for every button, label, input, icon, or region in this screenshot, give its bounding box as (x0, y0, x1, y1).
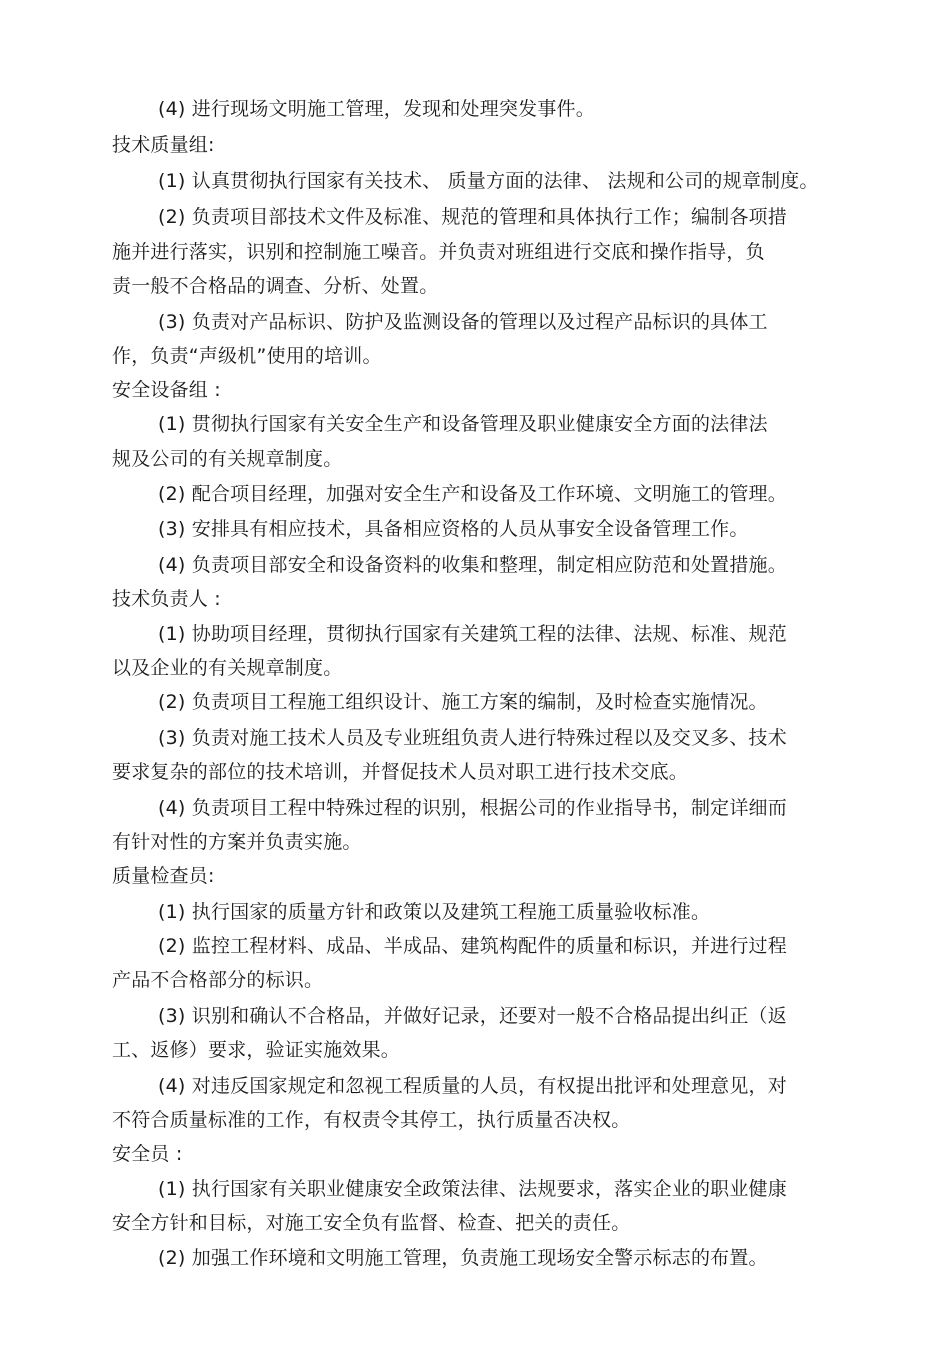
text-line: (1) 执行国家有关职业健康安全政策法律、法规要求，落实企业的职业健康 (158, 1178, 787, 1200)
text-line: (4) 进行现场文明施工管理，发现和处理突发事件。 (158, 98, 595, 120)
text-line: (1) 协助项目经理，贯彻执行国家有关建筑工程的法律、法规、标准、规范 (158, 623, 787, 645)
text-line: (2) 负责项目部技术文件及标准、规范的管理和具体执行工作；编制各项措 (158, 206, 787, 228)
text-line: (1) 贯彻执行国家有关安全生产和设备管理及职业健康安全方面的法律法 (158, 413, 768, 435)
section-heading: 安全员 : (112, 1143, 183, 1165)
text-line: 不符合质量标准的工作，有权责令其停工，执行质量否决权。 (112, 1109, 631, 1131)
section-heading: 安全设备组 : (112, 379, 221, 401)
text-line: 产品不合格部分的标识。 (112, 969, 324, 991)
text-line: (2) 配合项目经理，加强对安全生产和设备及工作环境、文明施工的管理。 (158, 483, 787, 505)
text-line: 工、返修）要求，验证实施效果。 (112, 1039, 401, 1061)
text-line: (1) 认真贯彻执行国家有关技术、 质量方面的法律、 法规和公司的规章制度。 (158, 170, 819, 192)
text-line: 作，负责“声级机”使用的培训。 (112, 345, 382, 367)
text-line: 施并进行落实，识别和控制施工噪音。并负责对班组进行交底和操作指导，负 (112, 241, 765, 263)
section-heading: 技术质量组: (112, 134, 215, 156)
text-line: (4) 负责项目工程中特殊过程的识别，根据公司的作业指导书，制定详细而 (158, 797, 787, 819)
text-line: 安全方针和目标，对施工安全负有监督、检查、把关的责任。 (112, 1212, 631, 1234)
text-line: (2) 负责项目工程施工组织设计、施工方案的编制，及时检查实施情况。 (158, 691, 768, 713)
text-line: 以及企业的有关规章制度。 (112, 657, 343, 679)
text-line: (2) 加强工作环境和文明施工管理，负责施工现场安全警示标志的布置。 (158, 1247, 768, 1269)
section-heading: 技术负责人 : (112, 588, 221, 610)
text-line: (3) 安排具有相应技术，具备相应资格的人员从事安全设备管理工作。 (158, 518, 749, 540)
text-line: (3) 识别和确认不合格品，并做好记录，还要对一般不合格品提出纠正（返 (158, 1005, 787, 1027)
text-line: 规及公司的有关规章制度。 (112, 448, 343, 470)
text-line: 责一般不合格品的调查、分析、处置。 (112, 275, 439, 297)
text-line: (4) 对违反国家规定和忽视工程质量的人员，有权提出批评和处理意见，对 (158, 1075, 787, 1097)
text-line: (4) 负责项目部安全和设备资料的收集和整理，制定相应防范和处置措施。 (158, 554, 787, 576)
text-line: (2) 监控工程材料、成品、半成品、建筑构配件的质量和标识，并进行过程 (158, 935, 787, 957)
text-line: 要求复杂的部位的技术培训，并督促技术人员对职工进行技术交底。 (112, 761, 689, 783)
text-line: (3) 负责对产品标识、防护及监测设备的管理以及过程产品标识的具体工 (158, 311, 768, 333)
text-line: 有针对性的方案并负责实施。 (112, 831, 362, 853)
text-line: (3) 负责对施工技术人员及专业班组负责人进行特殊过程以及交叉多、技术 (158, 727, 787, 749)
section-heading: 质量检查员: (112, 865, 215, 887)
text-line: (1) 执行国家的质量方针和政策以及建筑工程施工质量验收标准。 (158, 901, 711, 923)
